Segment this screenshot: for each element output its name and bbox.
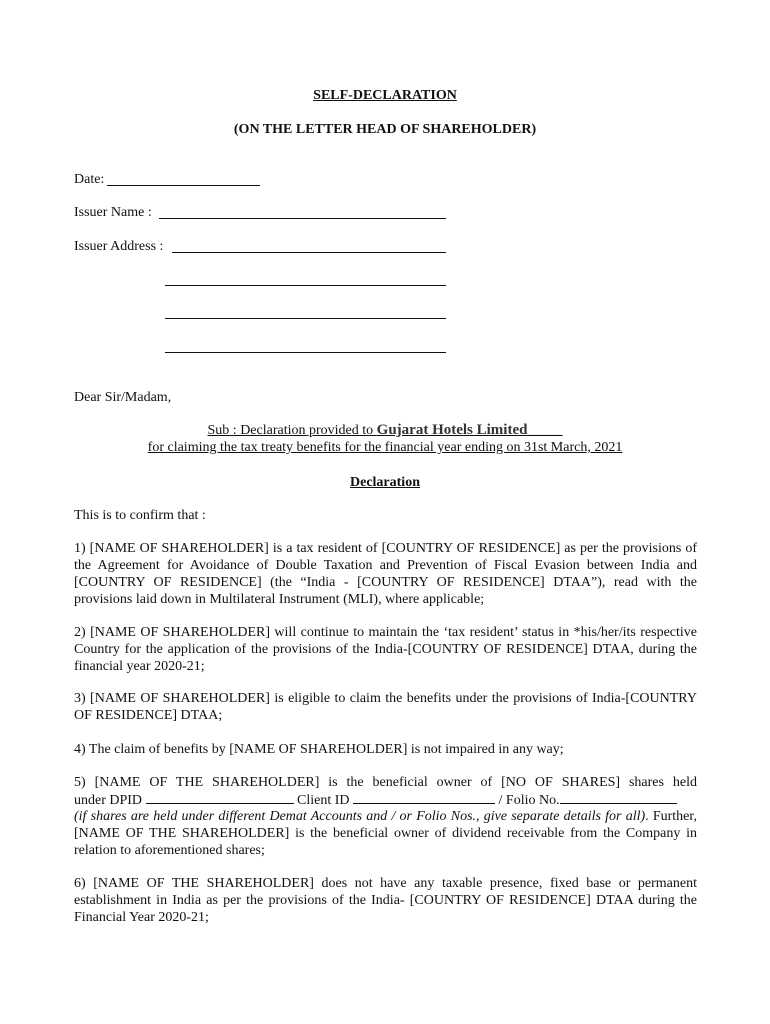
subject-line-2: for claiming the tax treaty benefits for the financial year ending on 31st March, 2021 (147, 440, 623, 455)
subject-company: Gujarat Hotels Limited (376, 422, 528, 438)
issuer-address-line-1[interactable] (172, 252, 446, 253)
beneficial-owner-text: . Further, [NAME OF THE SHAREHOLDER] is the beneficial owner of dividend receivable from the Company in relation to aforementioned shares; (74, 809, 697, 858)
folio-field-line[interactable] (560, 791, 677, 804)
document-subtitle: (ON THE LETTER HEAD OF SHAREHOLDER) (233, 122, 537, 137)
declaration-item-5-line-1: 5) [NAME OF THE SHAREHOLDER] is the beneficial owner of [NO OF SHARES] shares held (74, 775, 697, 790)
subject-prefix: Sub : Declaration provided to (207, 423, 377, 438)
issuer-address-line-4[interactable] (165, 352, 446, 353)
declaration-item-5-rest (74, 808, 697, 859)
declaration-item-4: 4) The claim of benefits by [NAME OF SHAREHOLDER] is not impaired in any way; (74, 742, 564, 757)
document-title: SELF-DECLARATION (313, 88, 457, 103)
date-label: Date: (74, 172, 105, 187)
dpid-field-line[interactable] (146, 791, 294, 804)
issuer-address-line-2[interactable] (165, 285, 446, 286)
declaration-item-5-ids (74, 791, 697, 809)
issuer-address-line-3[interactable] (165, 318, 446, 319)
intro-text: This is to confirm that : (74, 508, 206, 523)
issuer-name-field-line[interactable] (159, 218, 446, 219)
client-id-field-line[interactable] (353, 791, 495, 804)
dpid-label: under DPID (74, 793, 146, 808)
issuer-address-label: Issuer Address : (74, 239, 164, 254)
declaration-item-2: 2) [NAME OF SHAREHOLDER] will continue to maintain the ‘tax resident’ status in *his/her/its respective Country for the application of the provisions of the India-[COUNTRY OF RESIDENCE] DTAA, during the financial year 2020-21; (74, 625, 697, 674)
separate-details-note: (if shares are held under different Demat Accounts and / or Folio Nos., give separate details for all) (74, 809, 646, 824)
issuer-name-label: Issuer Name : (74, 205, 152, 220)
declaration-item-3: 3) [NAME OF SHAREHOLDER] is eligible to claim the benefits under the provisions of India-[COUNTRY OF RESIDENCE] DTAA; (74, 691, 697, 723)
subject-suffix: _____ (527, 423, 563, 438)
folio-label: / Folio No. (495, 793, 560, 808)
client-id-label: Client ID (293, 793, 354, 808)
date-field-line[interactable] (107, 185, 260, 186)
declaration-item-1: 1) [NAME OF SHAREHOLDER] is a tax resident of [COUNTRY OF RESIDENCE] as per the provisions of the Agreement for Avoidance of Double Taxation and Prevention of Fiscal Evasion between India and [COUNTRY OF RESIDENCE] (the “India - [COUNTRY OF RESIDENCE] DTAA”), read with the provisions laid down in Multilateral Instrument (MLI), where applicable; (74, 541, 697, 607)
subject-line-1 (0, 422, 770, 439)
declaration-item-6: 6) [NAME OF THE SHAREHOLDER] does not have any taxable presence, fixed base or permanent establishment in India as per the provisions of the India- [COUNTRY OF RESIDENCE] DTAA during the Financial Year 2020-21; (74, 876, 697, 925)
declaration-heading: Declaration (350, 475, 420, 490)
salutation: Dear Sir/Madam, (74, 390, 172, 405)
